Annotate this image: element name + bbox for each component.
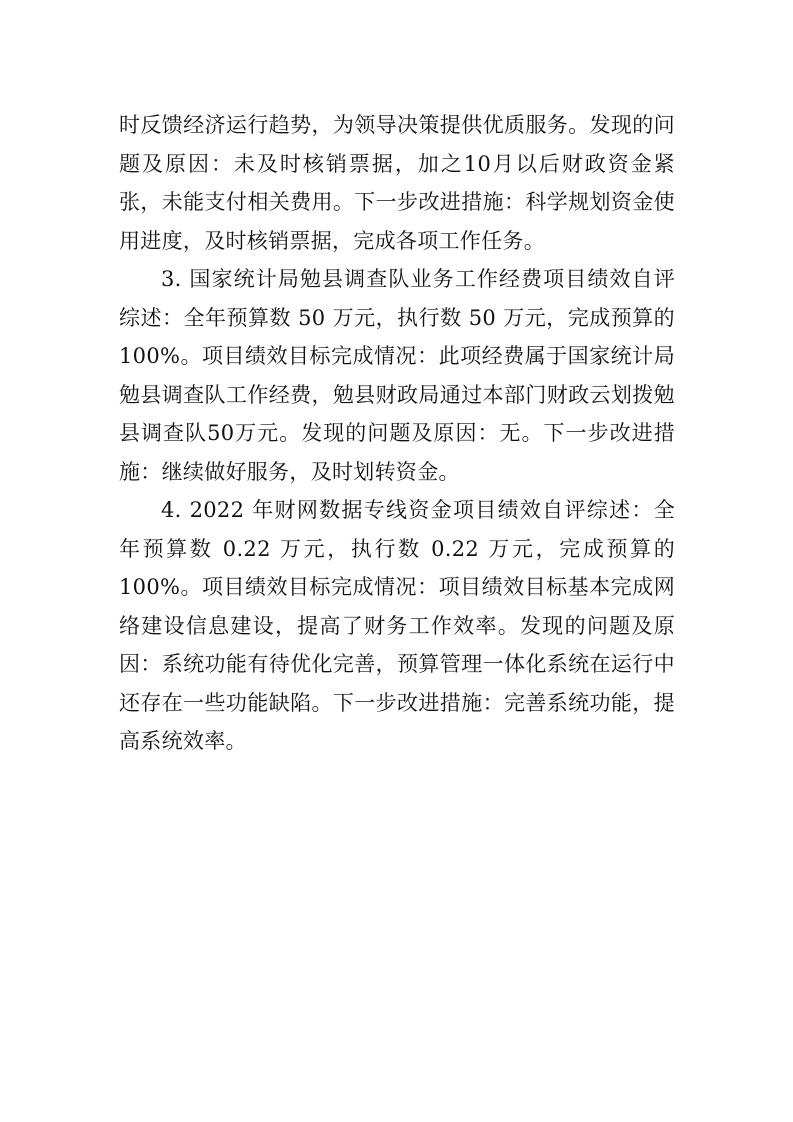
paragraph-continuation: 时反馈经济运行趋势，为领导决策提供优质服务。发现的问题及原因：未及时核销票据，加之10月以后财政资金紧张，未能支付相关费用。下一步改进措施：科学规划资金使用进度，及时核销票据，完成各项工作任务。: [119, 113, 675, 253]
document-body: [119, 106, 675, 761]
paragraph-item-3: 3. 国家统计局勉县调查队业务工作经费项目绩效自评综述：全年预算数 50 万元，执行数 50 万元，完成预算的100%。项目绩效目标完成情况：此项经费属于国家统计局勉县调查队工作经费，勉县财政局通过本部门财政云划拨勉县调查队50万元。发现的问题及原因：无。下一步改进措施：继续做好服务，及时划转资金。: [119, 267, 675, 484]
paragraph-item-4: 4. 2022 年财网数据专线资金项目绩效自评综述：全年预算数 0.22 万元，执行数 0.22 万元，完成预算的 100%。项目绩效目标完成情况：项目绩效目标基本完成网络建设信息建设，提高了财务工作效率。发现的问题及原因：系统功能有待优化完善，预算管理一体化系统在运行中还存在一些功能缺陷。下一步改进措施：完善系统功能，提高系统效率。: [119, 498, 675, 753]
